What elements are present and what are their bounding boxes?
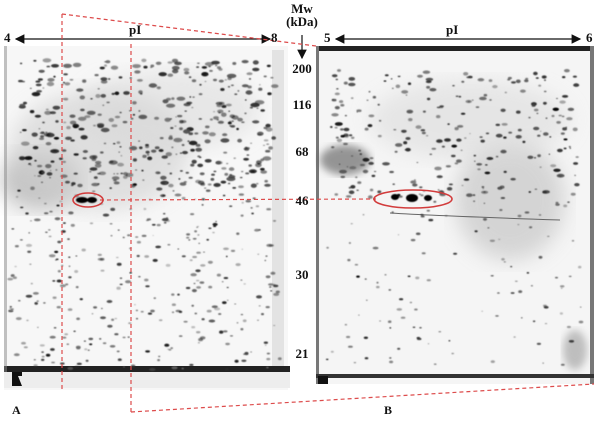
mw-unit: (kDa): [286, 14, 318, 29]
mw-marker-68: 68: [295, 144, 309, 159]
mw-marker-30: 30: [295, 267, 309, 282]
panel-label-a: A: [12, 403, 21, 417]
gel-a-pi-label: pI: [129, 22, 142, 37]
gel-a-ph-right: 8: [271, 30, 278, 45]
gel-b-pi-label: pI: [446, 22, 459, 37]
mw-marker-200: 200: [292, 61, 312, 76]
mw-marker-21: 21: [295, 346, 309, 361]
gel-b-ph-left: 5: [324, 30, 331, 45]
mw-title: Mw: [291, 1, 313, 16]
mw-marker-116: 116: [292, 97, 312, 112]
panel-label-b: B: [384, 403, 393, 417]
mw-marker-46: 46: [295, 193, 309, 208]
gel-a-ph-left: 4: [4, 30, 11, 45]
gel-b-image: [316, 46, 594, 384]
gel-a-image: [0, 46, 290, 390]
gel-b-ph-right: 6: [586, 30, 593, 45]
